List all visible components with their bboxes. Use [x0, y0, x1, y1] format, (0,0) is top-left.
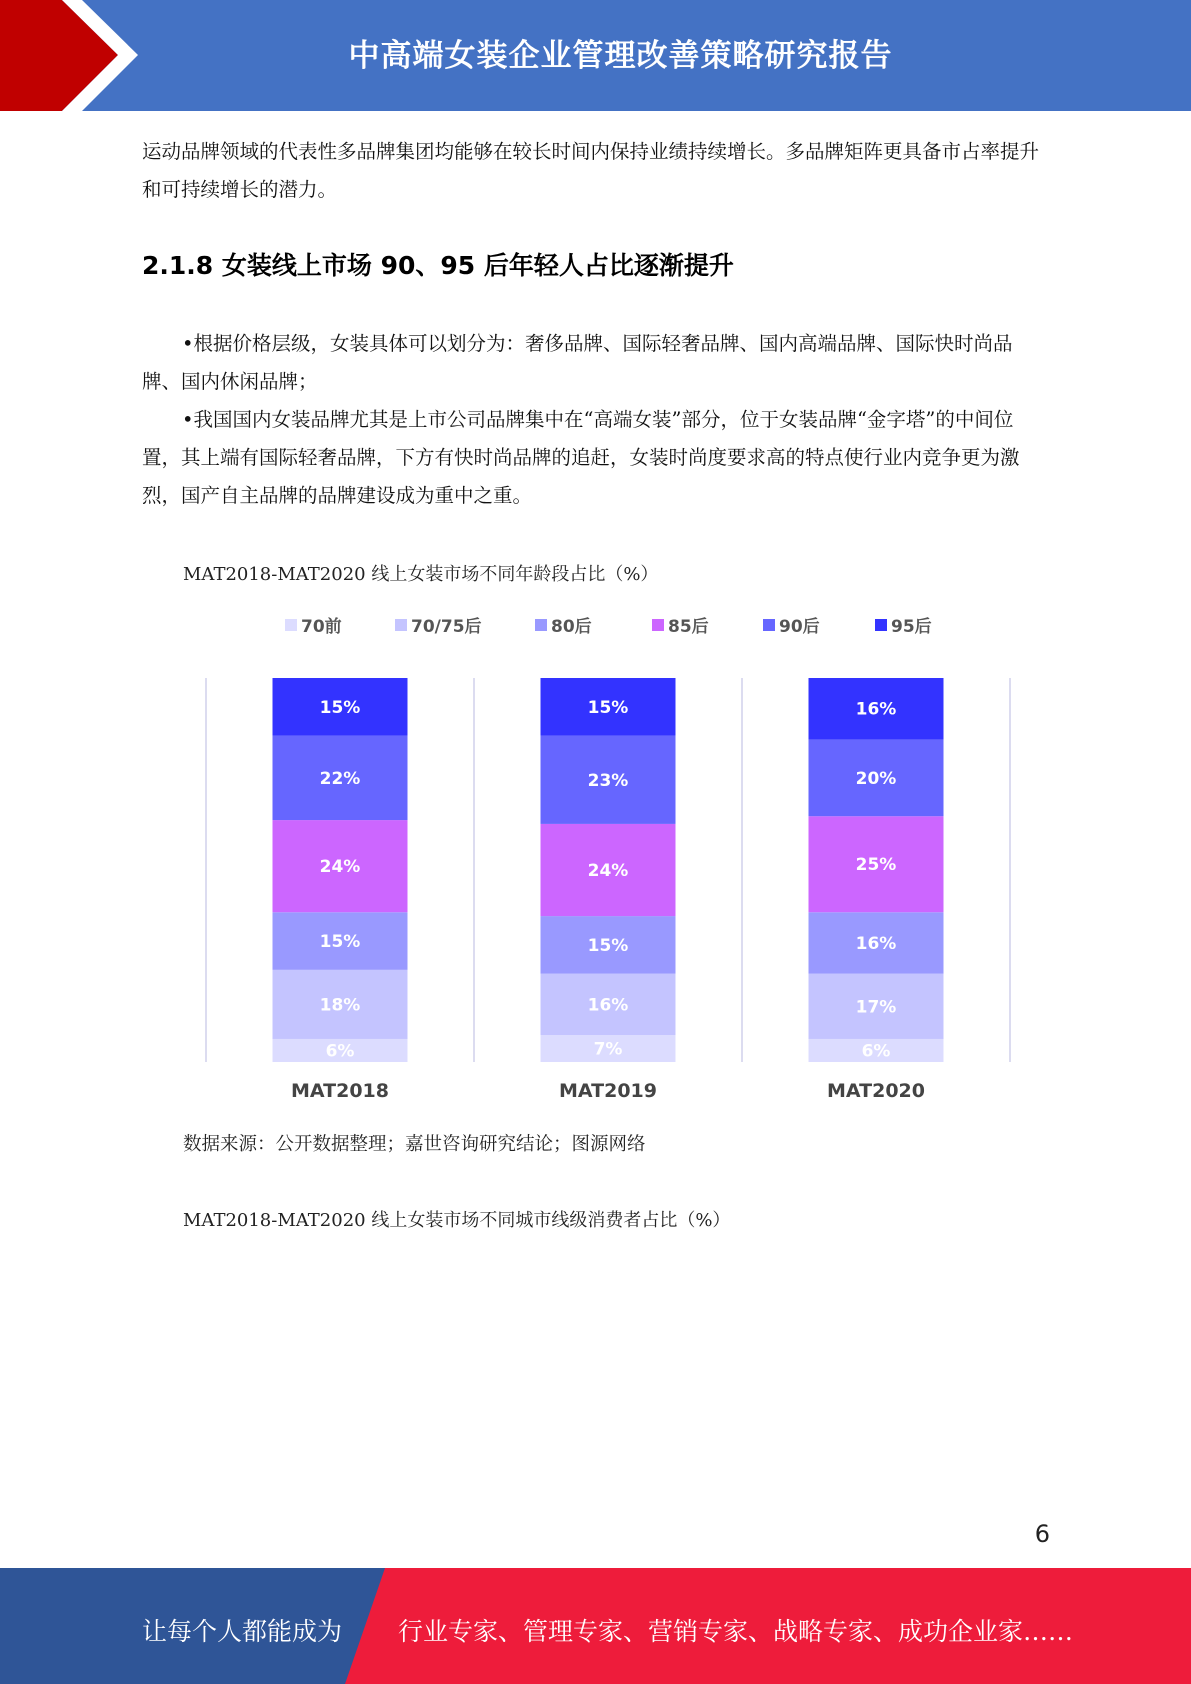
category-label: MAT2019 [559, 1080, 657, 1102]
legend-item [285, 612, 342, 637]
legend-label: 90后 [779, 617, 820, 637]
intro-paragraph: 运动品牌领域的代表性多品牌集团均能够在较长时间内保持业绩持续增长。多品牌矩阵更具备市占率提升和可持续增长的潜力。 [142, 140, 1040, 201]
legend-label: 95后 [891, 617, 932, 637]
page-header [0, 0, 1191, 111]
figure-caption: MAT2018-MAT2020 线上女装市场不同年龄段占比（%） [183, 564, 659, 585]
data-label: 6% [325, 1041, 355, 1062]
data-label: 16% [587, 995, 629, 1016]
category-label: MAT2018 [291, 1080, 389, 1102]
data-label: 23% [587, 770, 629, 791]
data-label: 22% [319, 768, 361, 789]
legend-swatch [535, 619, 547, 631]
data-label: 20% [855, 768, 897, 789]
page-number: 6 [1034, 1520, 1050, 1548]
data-label: 15% [587, 935, 629, 956]
data-label: 6% [861, 1041, 891, 1062]
chart-plot [190, 650, 1040, 1110]
legend-item [763, 612, 820, 637]
legend-label: 85后 [668, 617, 709, 637]
footer-slogan-left: 让每个人都能成为 [142, 1617, 343, 1646]
legend-swatch [285, 619, 297, 631]
data-label: 16% [855, 699, 897, 720]
age-share-chart [190, 600, 1040, 1110]
bullet-item: •我国国内女装品牌尤其是上市公司品牌集中在“高端女装”部分，位于女装品牌“金字塔”的中间位置，其上端有国际轻奢品牌，下方有快时尚品牌的追赶，女装时尚度要求高的特点使行业内竞争更为激烈，国产自主品牌的品牌建设成为重中之重。 [142, 408, 1020, 507]
legend-item [875, 612, 932, 637]
data-label: 7% [593, 1039, 623, 1060]
legend-item [395, 612, 482, 637]
footer-slogan-right: 行业专家、管理专家、营销专家、战略专家、成功企业家…… [398, 1617, 1074, 1646]
legend-item [535, 612, 592, 637]
legend-swatch [763, 619, 775, 631]
data-label: 15% [319, 932, 361, 953]
chart-legend [285, 612, 1005, 636]
category-label: MAT2020 [827, 1080, 925, 1102]
report-title: 中高端女装企业管理改善策略研究报告 [348, 38, 893, 74]
bullet-item: •根据价格层级，女装具体可以划分为：奢侈品牌、国际轻奢品牌、国内高端品牌、国际快时尚品牌、国内休闲品牌； [142, 332, 1013, 393]
legend-swatch [875, 619, 887, 631]
data-label: 25% [855, 855, 897, 876]
legend-label: 80后 [551, 617, 592, 637]
legend-label: 70/75后 [411, 617, 482, 637]
legend-item [652, 612, 709, 637]
data-label: 15% [587, 697, 629, 718]
data-label: 15% [319, 697, 361, 718]
legend-swatch [395, 619, 407, 631]
data-label: 16% [855, 933, 897, 954]
data-label: 18% [319, 995, 361, 1016]
legend-label: 70前 [301, 617, 342, 637]
data-source: 数据来源：公开数据整理；嘉世咨询研究结论；图源网络 [183, 1134, 646, 1155]
bullet-list [142, 325, 1047, 515]
data-label: 24% [319, 857, 361, 878]
section-heading: 2.1.8 女装线上市场 90、95 后年轻人占比逐渐提升 [142, 251, 734, 280]
legend-swatch [652, 619, 664, 631]
figure-caption-2: MAT2018-MAT2020 线上女装市场不同城市线级消费者占比（%） [183, 1210, 731, 1231]
page-footer [0, 1568, 1191, 1684]
data-label: 24% [587, 861, 629, 881]
data-label: 17% [855, 997, 897, 1018]
